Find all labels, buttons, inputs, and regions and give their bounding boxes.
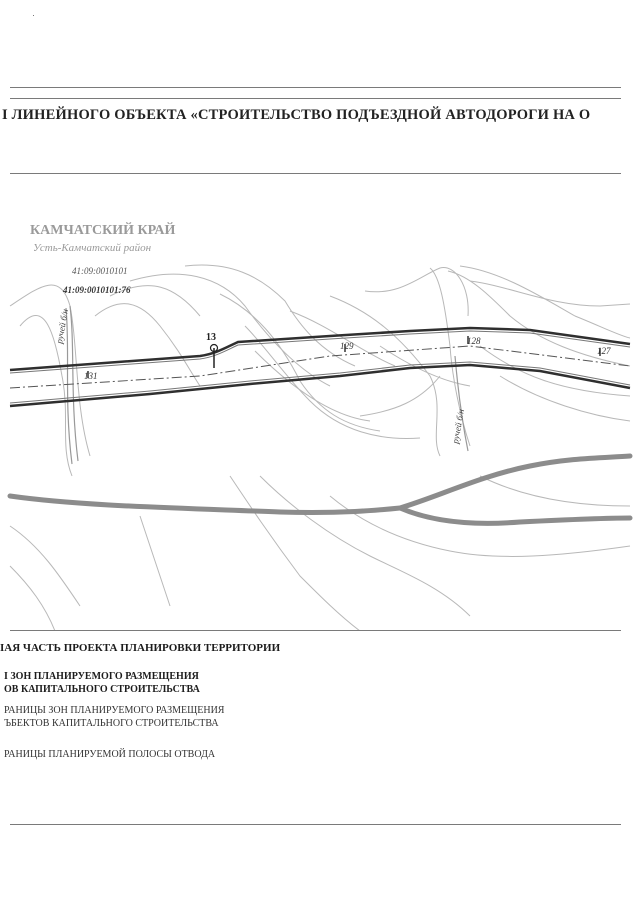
- frame-line-bottom: [10, 824, 621, 825]
- picket-label: 127: [597, 346, 611, 356]
- river-lines: [10, 456, 630, 523]
- legend-item2: РАНИЦЫ ПЛАНИРУЕМОЙ ПОЛОСЫ ОТВОДА: [4, 749, 216, 760]
- stream-lines: [66, 306, 468, 464]
- site-plan-map: [0, 176, 639, 631]
- legend-section-line1: І ЗОН ПЛАНИРУЕМОГО РАЗМЕЩЕНИЯ: [4, 671, 199, 682]
- scan-speck: [33, 15, 34, 16]
- frame-line-top-2: [10, 98, 621, 99]
- picket-label: 128: [467, 336, 481, 346]
- frame-line-title-bottom: [10, 173, 621, 174]
- legend-section-line2: ОВ КАПИТАЛЬНОГО СТРОИТЕЛЬСТВА: [4, 684, 200, 695]
- road-boundary-inner: [10, 331, 630, 403]
- frame-line-top: [10, 87, 621, 88]
- cadastral-parcel-label: 41:09:0010101:76: [63, 285, 131, 295]
- picket-label: 129: [340, 341, 354, 351]
- road-centerline: [10, 346, 630, 388]
- picket-label: 131: [84, 371, 98, 381]
- legend-heading: ІАЯ ЧАСТЬ ПРОЕКТА ПЛАНИРОВКИ ТЕРРИТОРИИ: [0, 642, 281, 654]
- stream-label: ручей б/н: [54, 308, 71, 345]
- legend-item1-line1: РАНИЦЫ ЗОН ПЛАНИРУЕМОГО РАЗМЕЩЕНИЯ: [4, 705, 225, 716]
- district-label: Усть-Камчатский район: [33, 242, 152, 254]
- legend-item1-line2: ЪБЕКТОВ КАПИТАЛЬНОГО СТРОИТЕЛЬСТВА: [4, 718, 219, 729]
- contour-lines: [10, 265, 630, 631]
- region-label: КАМЧАТСКИЙ КРАЙ: [30, 223, 176, 238]
- stream-label: ручей б/н: [450, 408, 467, 445]
- cadastral-block-label: 41:09:0010101: [72, 266, 128, 276]
- point-13-label: 13: [206, 332, 216, 343]
- document-title: І ЛИНЕЙНОГО ОБЪЕКТА «СТРОИТЕЛЬСТВО ПОДЪЕЗДНОЙ АВТОДОРОГИ НА О: [2, 107, 591, 123]
- frame-line-map-bottom: [10, 630, 621, 631]
